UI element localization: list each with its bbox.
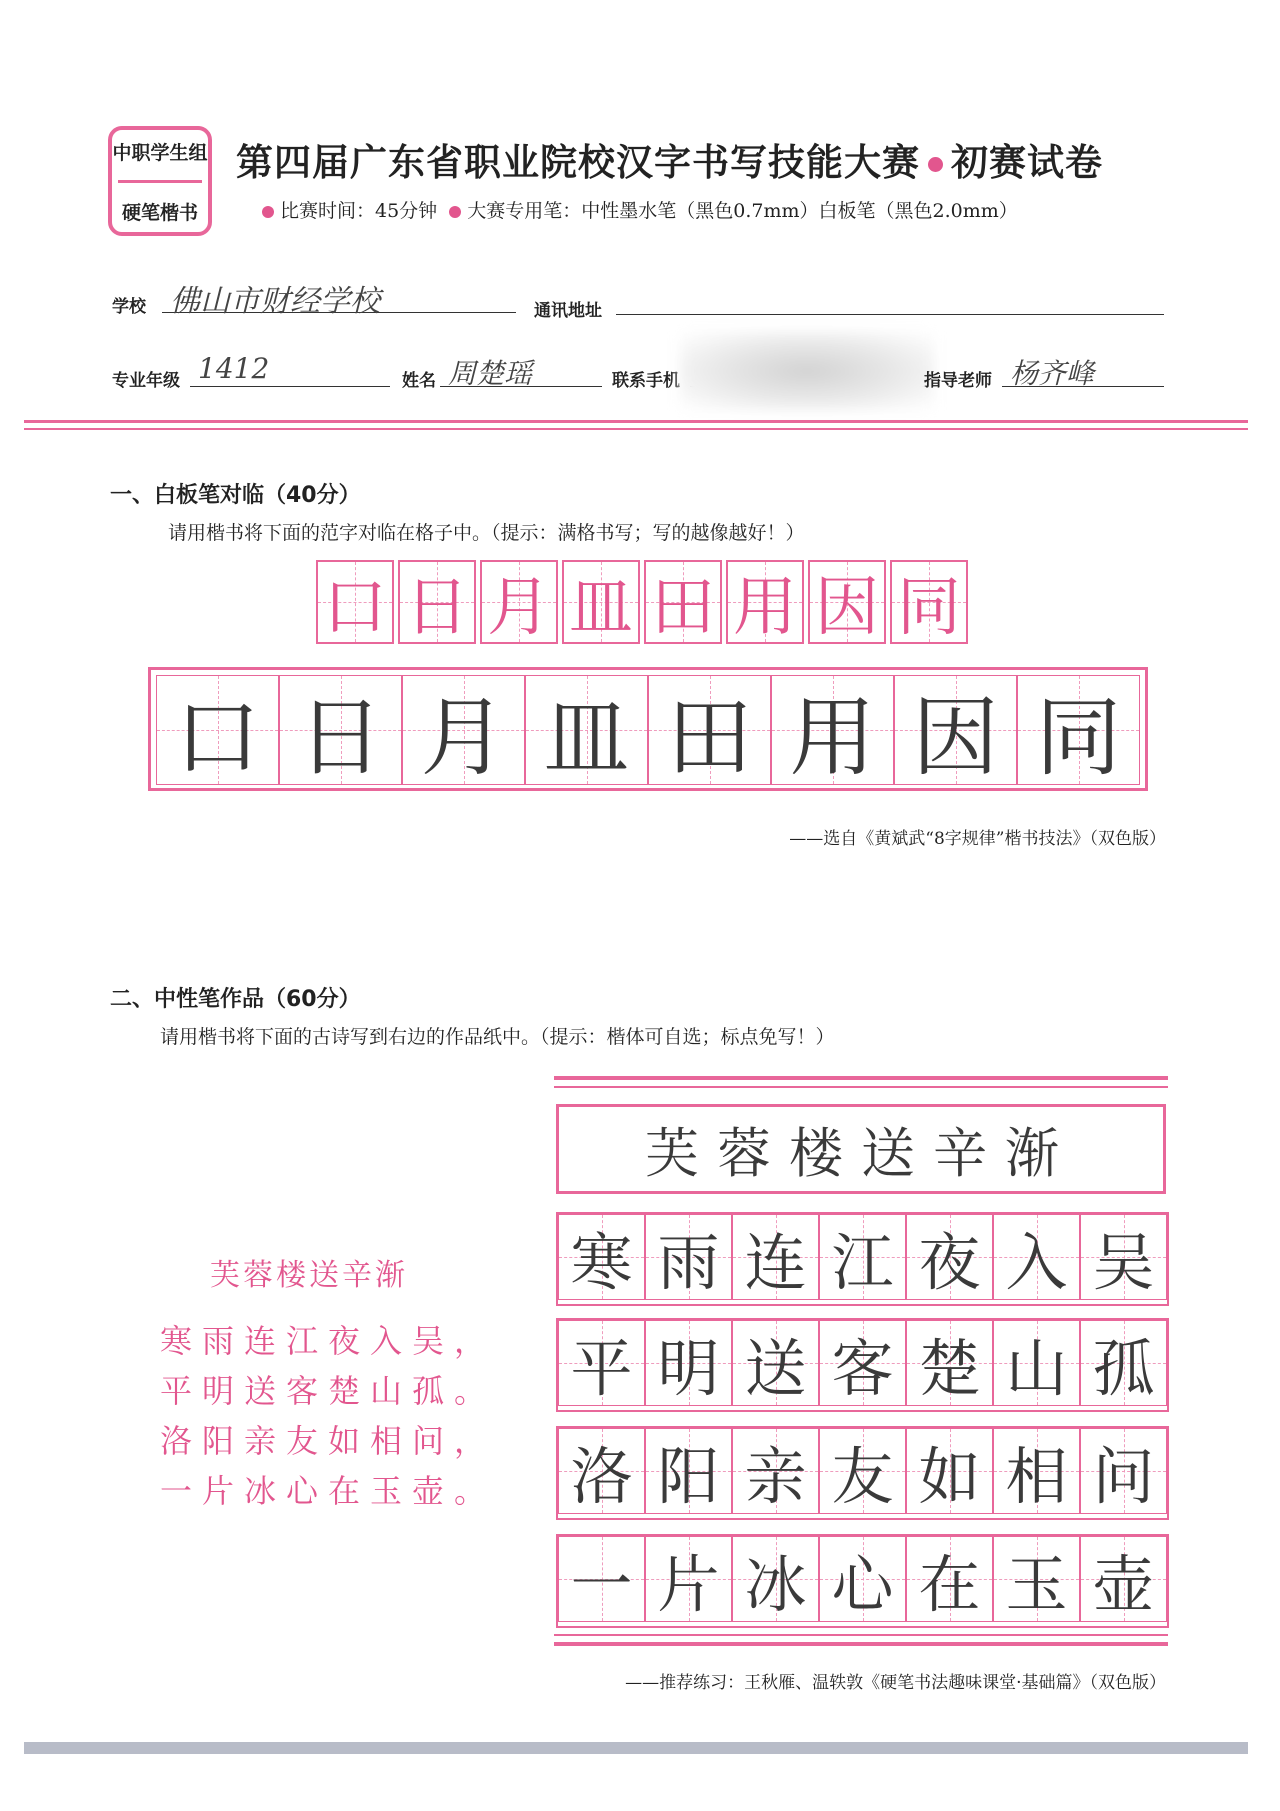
grid-char: 明 [657, 1331, 720, 1405]
grid-char: 阳 [657, 1439, 720, 1513]
section2-instruction: 请用楷书将下面的古诗写到右边的作品纸中。（提示：楷体可自选；标点免写！） [160, 1026, 835, 1048]
model-char-cell[interactable] [726, 560, 804, 644]
practice-char-cell[interactable] [648, 675, 771, 788]
work-char-cell[interactable] [993, 1428, 1080, 1514]
grid-char: 因 [912, 688, 999, 788]
section1-instruction: 请用楷书将下面的范字对临在格子中。（提示：满格书写；写的越像越好！） [168, 522, 805, 544]
work-char-cell[interactable] [993, 1536, 1080, 1622]
model-char-cell[interactable] [480, 560, 558, 644]
model-char-cell[interactable] [808, 560, 886, 644]
grid-char: 玉 [1005, 1547, 1068, 1621]
work-char-cell[interactable] [732, 1536, 819, 1622]
address-field[interactable] [616, 314, 1164, 315]
work-title: 芙蓉楼送辛渐 [645, 1121, 1077, 1185]
grid-char: 连 [744, 1225, 807, 1299]
work-paper-bottom-bar-thin [554, 1634, 1168, 1636]
grid-char: 雨 [657, 1225, 720, 1299]
school-label: 学校 [112, 297, 146, 317]
grid-char: 日 [405, 571, 469, 645]
model-char-cell[interactable] [316, 560, 394, 644]
practice-char-cell[interactable] [771, 675, 894, 788]
practice-char-cell[interactable] [402, 675, 525, 788]
work-char-cell[interactable] [1080, 1428, 1167, 1514]
practice-char-grid[interactable] [148, 667, 1148, 791]
work-char-cell[interactable] [906, 1320, 993, 1406]
poem-line: 寒雨连江夜入吴， [160, 1322, 497, 1360]
phone-redaction [680, 332, 934, 410]
grid-char: 入 [1005, 1225, 1068, 1299]
grid-char: 孤 [1092, 1331, 1155, 1405]
title-main: 第四届广东省职业院校汉字书写技能大赛 [236, 141, 920, 184]
work-char-cell[interactable] [645, 1536, 732, 1622]
badge-group-label: 中职学生组 [112, 141, 208, 164]
poem-line: 洛阳亲友如相问， [160, 1422, 497, 1460]
grid-char: 洛 [570, 1439, 633, 1513]
work-char-cell[interactable] [1080, 1320, 1167, 1406]
grid-char: 相 [1005, 1439, 1068, 1513]
name-label: 姓名 [402, 371, 436, 391]
grid-char: 冰 [744, 1547, 807, 1621]
grid-char: 皿 [543, 688, 630, 788]
section1-credit: ——选自《黄斌武“8字规律”楷书技法》（双色版） [789, 829, 1166, 849]
grid-char: 因 [815, 571, 879, 645]
work-title-box[interactable] [556, 1104, 1166, 1194]
work-char-cell[interactable] [645, 1320, 732, 1406]
grid-char: 田 [666, 688, 753, 788]
header-separator-thin [24, 428, 1248, 430]
grid-char: 心 [831, 1547, 894, 1621]
grid-char: 夜 [918, 1225, 981, 1299]
name-field[interactable]: 周楚瑶 [448, 357, 533, 390]
work-paper-top-bar-thin [554, 1086, 1168, 1088]
grid-char: 壶 [1092, 1547, 1155, 1621]
work-char-cell[interactable] [558, 1536, 645, 1622]
work-row [556, 1212, 1169, 1306]
major-field[interactable]: 1412 [198, 352, 270, 385]
work-row [556, 1534, 1169, 1628]
grid-char: 江 [831, 1225, 894, 1299]
grid-char: 日 [297, 688, 384, 788]
grid-char: 亲 [744, 1439, 807, 1513]
work-char-cell[interactable] [732, 1214, 819, 1300]
work-row [556, 1318, 1169, 1412]
grid-char: 吴 [1092, 1225, 1155, 1299]
exam-pen: 大赛专用笔：中性墨水笔（黑色0.7mm）白板笔（黑色2.0mm） [467, 200, 1018, 222]
work-char-cell[interactable] [906, 1428, 993, 1514]
work-char-cell[interactable] [819, 1214, 906, 1300]
practice-char-cell[interactable] [894, 675, 1017, 788]
work-char-cell[interactable] [819, 1428, 906, 1514]
grid-char: 友 [831, 1439, 894, 1513]
grid-char: 用 [789, 688, 876, 788]
title-dot-icon [928, 157, 943, 172]
category-badge [108, 126, 212, 236]
grid-char: 口 [174, 688, 261, 788]
major-label: 专业年级 [112, 371, 180, 391]
model-char-grid [316, 560, 968, 644]
grid-char: 月 [487, 571, 551, 645]
exam-time: 比赛时间：45分钟 [280, 200, 438, 222]
bullet-dot-icon [449, 206, 461, 218]
work-char-cell[interactable] [732, 1320, 819, 1406]
model-char-cell[interactable] [890, 560, 968, 644]
section1-title: 一、白板笔对临（40分） [110, 483, 361, 508]
poem-title: 芙蓉楼送辛渐 [210, 1258, 408, 1293]
work-char-cell[interactable] [645, 1428, 732, 1514]
work-paper-top-bar [554, 1076, 1168, 1080]
bullet-dot-icon [262, 206, 274, 218]
work-char-cell[interactable] [1080, 1214, 1167, 1300]
work-char-cell[interactable] [558, 1214, 645, 1300]
grid-char: 如 [918, 1439, 981, 1513]
model-char-cell[interactable] [644, 560, 722, 644]
practice-char-cell[interactable] [156, 675, 279, 788]
work-char-cell[interactable] [819, 1536, 906, 1622]
address-label: 通讯地址 [534, 301, 602, 321]
work-char-cell[interactable] [993, 1320, 1080, 1406]
grid-char: 问 [1092, 1439, 1155, 1513]
work-char-cell[interactable] [558, 1320, 645, 1406]
grid-char: 寒 [570, 1225, 633, 1299]
grid-char: 月 [420, 688, 507, 788]
grid-char: 在 [918, 1547, 981, 1621]
page-bottom-bar [24, 1742, 1248, 1754]
teacher-label: 指导老师 [924, 371, 992, 391]
grid-char: 平 [570, 1331, 633, 1405]
page-title [236, 132, 1103, 186]
practice-char-cell[interactable] [279, 675, 402, 788]
header-separator [24, 420, 1248, 423]
title-tail: 初赛试卷 [951, 141, 1103, 184]
badge-style-label: 硬笔楷书 [121, 201, 198, 224]
practice-char-cell[interactable] [525, 675, 648, 788]
grid-char: 用 [733, 571, 797, 645]
section2-credit: ——推荐练习：王秋雁、温轶敦《硬笔书法趣味课堂·基础篇》（双色版） [625, 1673, 1166, 1693]
teacher-field[interactable]: 杨齐峰 [1010, 357, 1095, 390]
work-char-cell[interactable] [1080, 1536, 1167, 1622]
work-char-cell[interactable] [906, 1536, 993, 1622]
exam-info [262, 196, 1018, 223]
grid-char: 一 [570, 1547, 633, 1621]
work-char-cell[interactable] [993, 1214, 1080, 1300]
grid-char: 山 [1005, 1331, 1068, 1405]
poem-line: 一片冰心在玉壶。 [160, 1472, 497, 1510]
grid-char: 片 [657, 1547, 720, 1621]
section2-title: 二、中性笔作品（60分） [110, 987, 361, 1012]
badge-divider [118, 180, 202, 183]
practice-char-cell[interactable] [1017, 675, 1140, 788]
work-paper-bottom-bar [554, 1642, 1168, 1646]
grid-char: 同 [897, 571, 961, 645]
model-char-cell[interactable] [398, 560, 476, 644]
work-char-cell[interactable] [558, 1428, 645, 1514]
grid-char: 田 [651, 571, 715, 645]
grid-char: 客 [831, 1331, 894, 1405]
work-char-cell[interactable] [732, 1428, 819, 1514]
phone-label: 联系手机 [612, 371, 680, 391]
school-field[interactable]: 佛山市财经学校 [170, 284, 380, 319]
work-char-cell[interactable] [645, 1214, 732, 1300]
work-char-cell[interactable] [819, 1320, 906, 1406]
grid-char: 同 [1035, 688, 1122, 788]
major-underline [190, 386, 390, 387]
work-char-cell[interactable] [906, 1214, 993, 1300]
model-char-cell[interactable] [562, 560, 640, 644]
poem-line: 平明送客楚山孤。 [160, 1372, 497, 1410]
grid-char: 送 [744, 1331, 807, 1405]
grid-char: 皿 [569, 571, 633, 645]
work-row [556, 1426, 1169, 1520]
grid-char: 口 [323, 571, 387, 645]
grid-char: 楚 [918, 1331, 981, 1405]
